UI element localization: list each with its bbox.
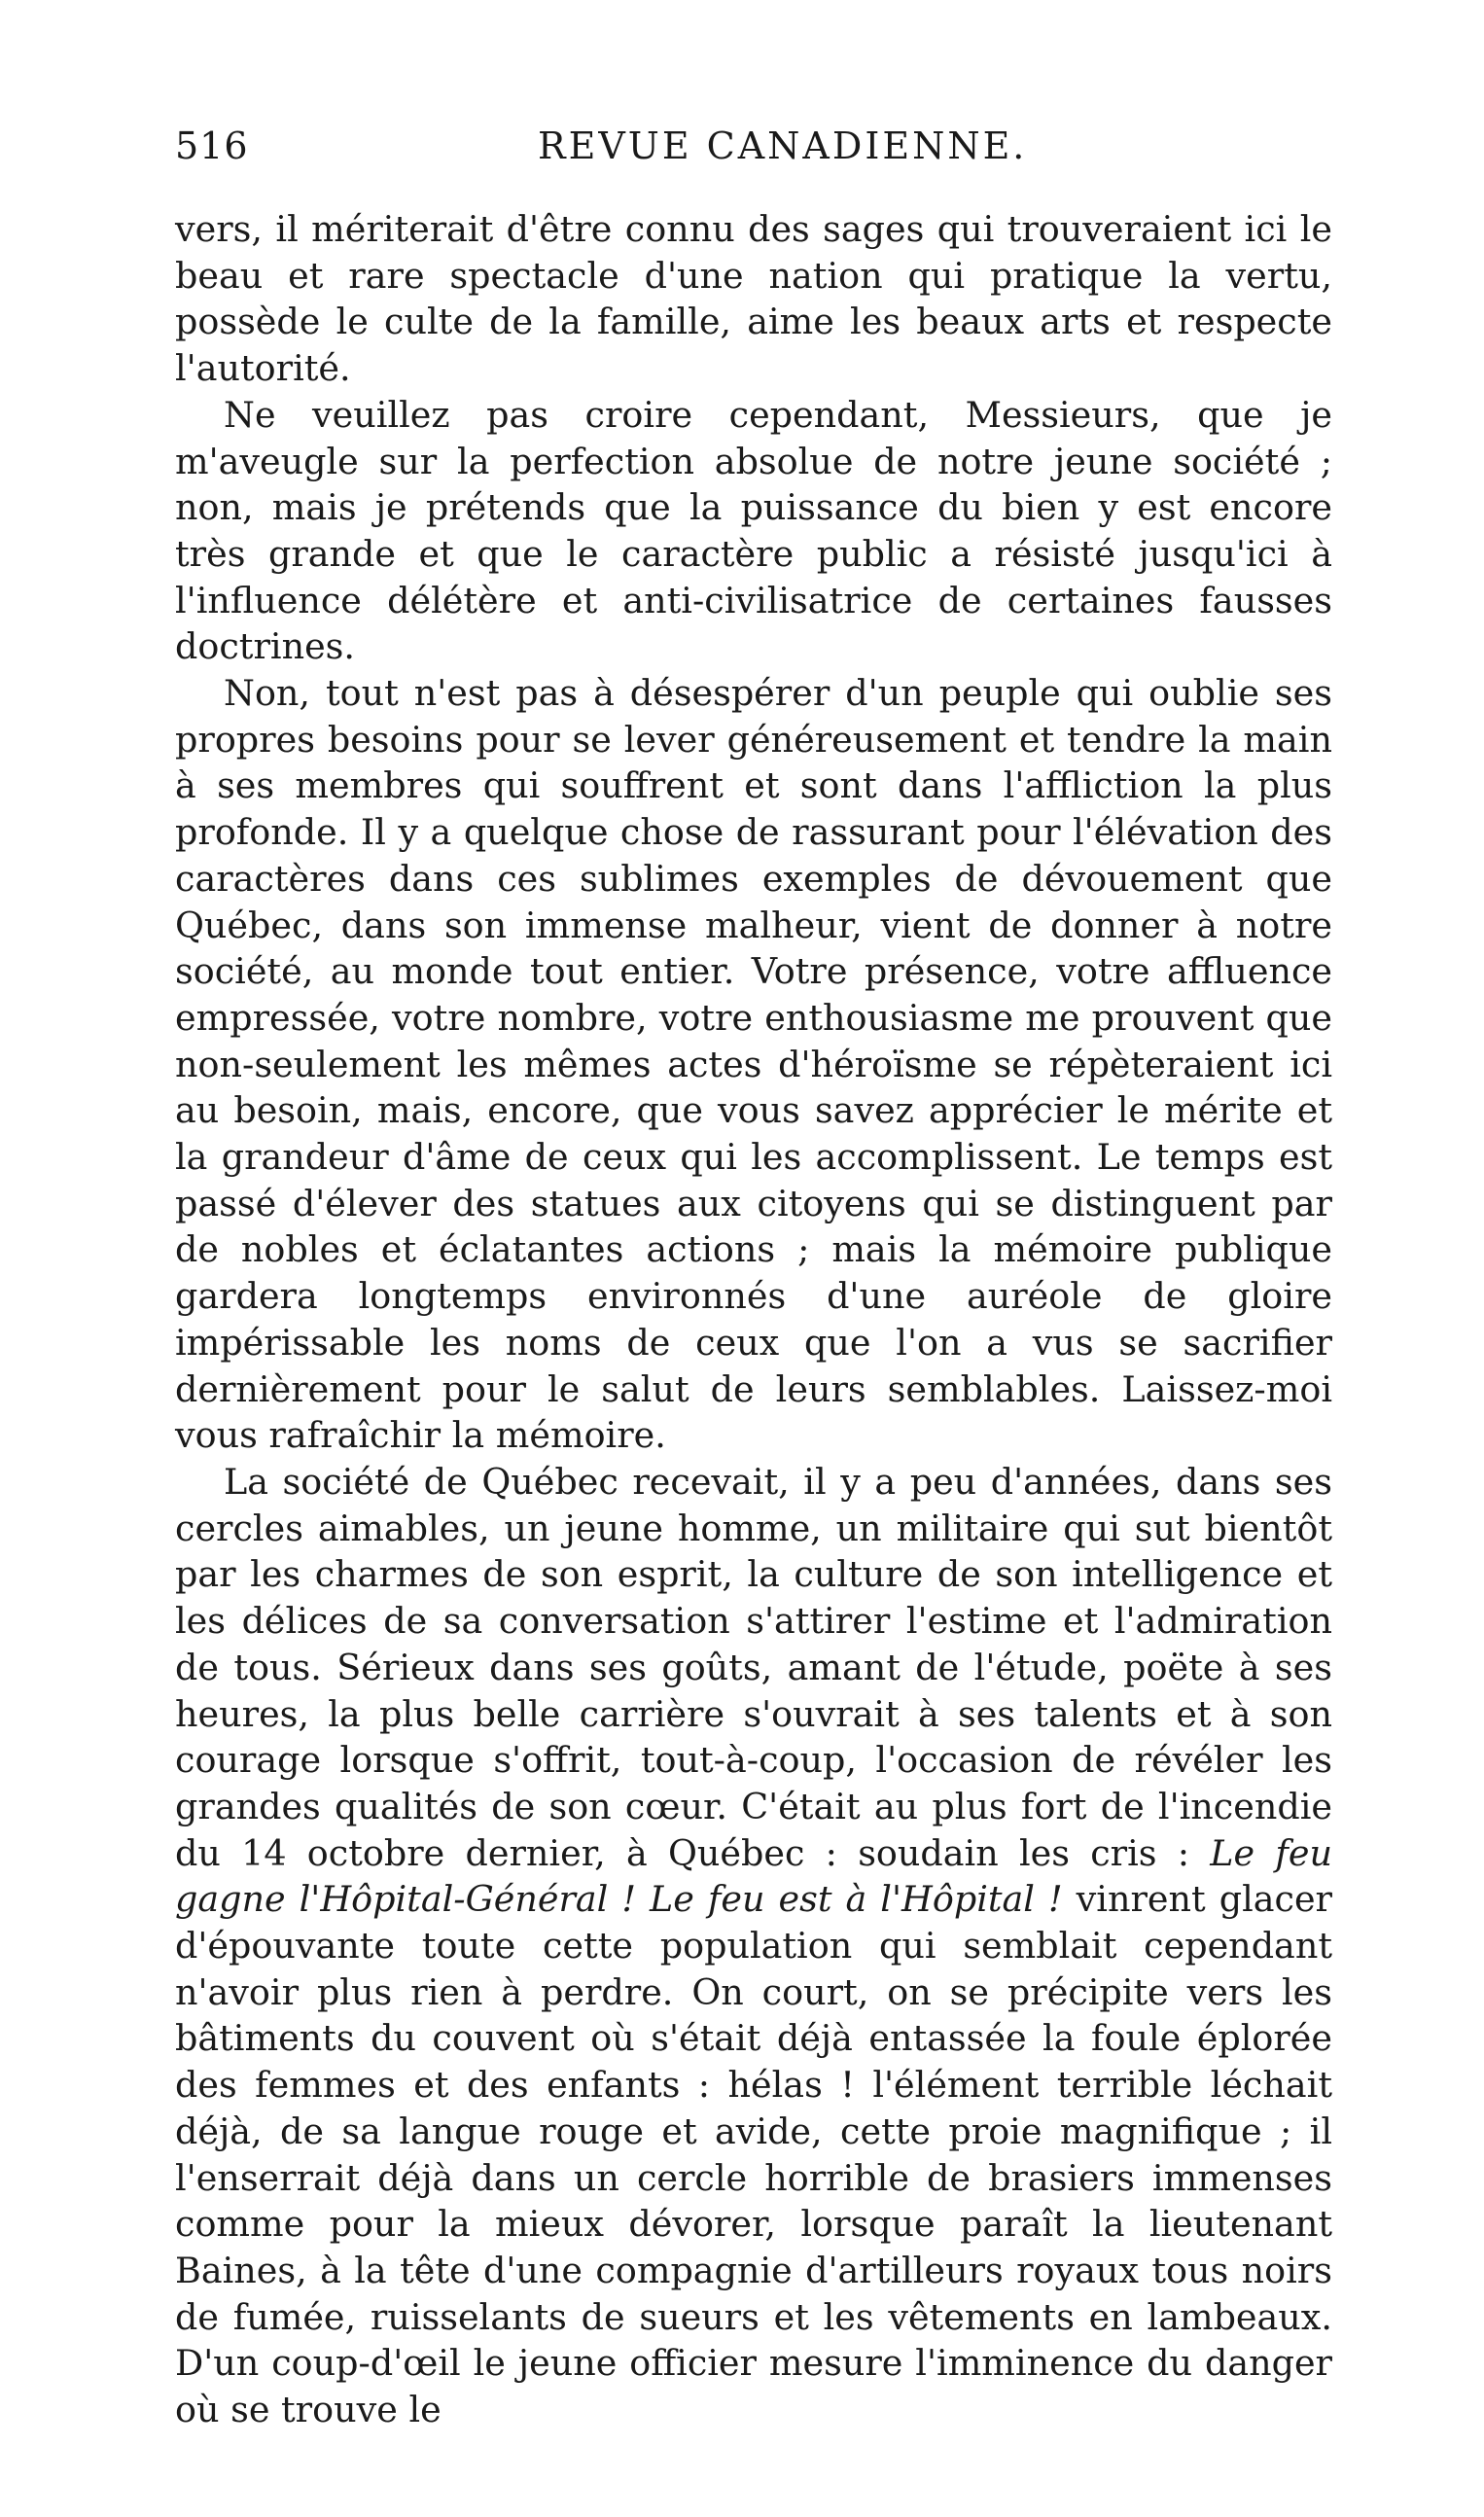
paragraph-4-italic-quote: Le feu gagne l'Hôpital-Général ! Le feu est à l'Hôpital !: [175, 1831, 1332, 1921]
page-header: [175, 124, 1332, 177]
paragraph-4: [175, 1459, 1332, 2433]
running-title: REVUE CANADIENNE.: [538, 124, 1028, 167]
page-number: 516: [175, 124, 249, 167]
paragraph-4-text-after: vinrent glacer d'épouvante toute cette population qui semblait cependant n'avoir plus rien à perdre. On court, on se précipite vers les bâtiments du couvent où s'était déjà entassée la foule éplorée des femmes et des enfants : hélas ! l'élément terrible léchait déjà, de sa langue rouge et avide, cette proie magnifique ; il l'enserrait déjà dans un cercle horrible de brasiers immenses comme pour la mieux dévorer, lorsque paraît la lieutenant Baines, à la tête d'une compagnie d'artilleurs royaux tous noirs de fumée, ruisselants de sueurs et les vêtements en lambeaux. D'un coup-d'œil le jeune officier mesure l'imminence du danger où se trouve le: [175, 1878, 1332, 2431]
paragraph-2: Ne veuillez pas croire cependant, Messieurs, que je m'aveugle sur la perfection absolue de notre jeune société ; non, mais je prétends que la puissance du bien y est encore très grande et que le caractère public a résisté jusqu'ici à l'influence délétère et anti-civilisatrice de certaines fausses doctrines.: [175, 393, 1332, 668]
paragraph-4-text-before: La société de Québec recevait, il y a peu d'années, dans ses cercles aimables, un jeune homme, un militaire qui sut bientôt par les charmes de son esprit, la culture de son intelligence et les délices de sa conversation s'attirer l'estime et l'admiration de tous. Sérieux dans ses goûts, amant de l'étude, poëte à ses heures, la plus belle carrière s'ouvrait à ses talents et à son courage lorsque s'offrit, tout-à-coup, l'occasion de révéler les grandes qualités de son cœur. C'était au plus fort de l'incendie du 14 octobre dernier, à Québec : soudain les cris :: [175, 1460, 1332, 1874]
body-text: [175, 206, 1332, 2433]
paragraph-3: Non, tout n'est pas à désespérer d'un peuple qui oublie ses propres besoins pour se lever généreusement et tendre la main à ses membres qui souffrent et sont dans l'affliction la plus profonde. Il y a quelque chose de rassurant pour l'élévation des caractères dans ces sublimes exemples de dévouement que Québec, dans son immense malheur, vient de donner à notre société, au monde tout entier. Votre présence, votre affluence empressée, votre nombre, votre enthousiasme me prouvent que non-seulement les mêmes actes d'héroïsme se répèteraient ici au besoin, mais, encore, que vous savez apprécier le mérite et la grandeur d'âme de ceux qui les accomplissent. Le temps est passé d'élever des statues aux citoyens qui se distinguent par de nobles et éclatantes actions ; mais la mémoire publique gardera longtemps environnés d'une auréole de gloire impérissable les noms de ceux que l'on a vus se sacrifier dernièrement pour le salut de leurs semblables. Laissez-moi vous rafraîchir la mémoire.: [175, 672, 1332, 1457]
paragraph-1: vers, il mériterait d'être connu des sages qui trouveraient ici le beau et rare spectacle d'une nation qui pratique la vertu, possède le culte de la famille, aime les beaux arts et respecte l'autorité.: [175, 208, 1332, 390]
